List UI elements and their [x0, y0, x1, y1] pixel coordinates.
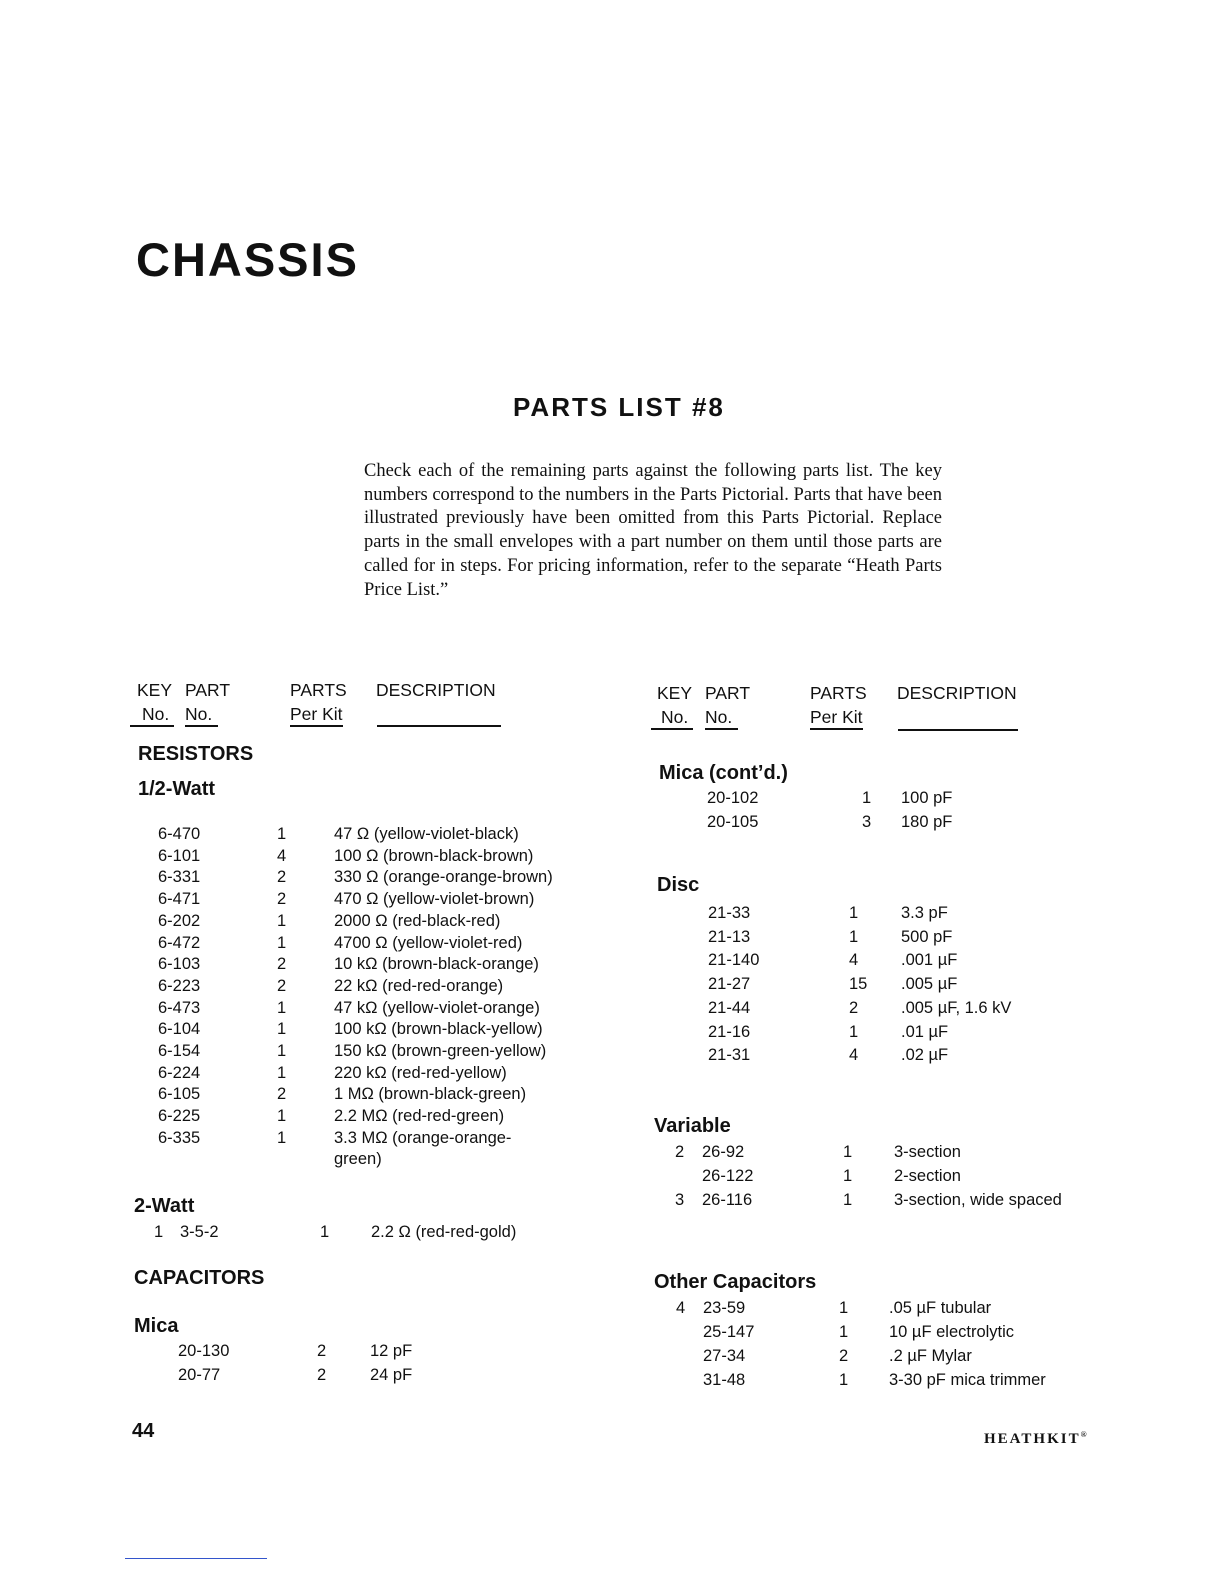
section-half-watt: 1/2-Watt: [138, 778, 216, 800]
part-description: 470 Ω (yellow-violet-brown): [334, 890, 535, 909]
part-description: 12 pF: [370, 1342, 413, 1360]
page-number: 44: [132, 1420, 155, 1442]
parts-per-kit: 1: [849, 904, 859, 922]
header-part: PART: [185, 680, 231, 700]
parts-per-kit: 2: [277, 890, 287, 909]
part-number: 21-33: [708, 904, 751, 922]
part-number: 6-103: [158, 955, 201, 974]
footnote-line: [125, 1558, 267, 1559]
parts-per-kit: 1: [843, 1167, 853, 1185]
header-part-no: No.: [705, 707, 738, 730]
part-number: 6-202: [158, 911, 201, 930]
brand-logo: [984, 1430, 1089, 1448]
parts-per-kit: 1: [839, 1371, 849, 1389]
part-number: 6-470: [158, 825, 201, 843]
parts-per-kit: 2: [317, 1366, 327, 1384]
part-description: 220 kΩ (red-red-yellow): [334, 1063, 507, 1082]
part-number: 27-34: [703, 1347, 746, 1365]
parts-per-kit: 3: [862, 813, 872, 831]
part-description: 100 Ω (brown-black-brown): [334, 846, 534, 865]
part-number: 31-48: [703, 1371, 746, 1389]
section-other-capacitors: Other Capacitors: [654, 1271, 817, 1293]
part-number: 6-154: [158, 1042, 201, 1060]
parts-per-kit: 1: [843, 1143, 853, 1161]
part-description: .05 µF tubular: [889, 1299, 992, 1317]
parts-per-kit: 2: [317, 1342, 327, 1360]
part-description: 10 kΩ (brown-black-orange): [334, 955, 539, 974]
part-number: 6-335: [158, 1128, 201, 1147]
part-number: 21-27: [708, 975, 751, 994]
part-number: 23-59: [703, 1299, 746, 1317]
parts-per-kit: 1: [320, 1223, 330, 1241]
part-description: 2.2 Ω (red-red-gold): [371, 1223, 517, 1241]
part-description: 1 MΩ (brown-black-green): [334, 1085, 527, 1104]
part-description: 22 kΩ (red-red-orange): [334, 976, 504, 995]
part-number: 25-147: [703, 1323, 755, 1341]
key-number: 4: [676, 1299, 686, 1317]
part-number: 21-31: [708, 1046, 751, 1065]
header-part: PART: [705, 683, 751, 703]
parts-per-kit: 1: [277, 1020, 287, 1039]
parts-per-kit: 1: [843, 1191, 853, 1209]
part-description: .01 µF: [901, 1022, 949, 1041]
part-number: 6-473: [158, 998, 201, 1017]
parts-per-kit: 1: [277, 998, 287, 1017]
part-number: 6-224: [158, 1063, 201, 1082]
parts-per-kit: 1: [277, 1063, 287, 1082]
registered-mark: ®: [1080, 1430, 1089, 1439]
part-number: 6-225: [158, 1107, 201, 1126]
parts-per-kit: 1: [849, 927, 859, 946]
section-mica: Mica: [134, 1315, 179, 1337]
part-description: 24 pF: [370, 1366, 413, 1384]
header-parts: PARTS: [290, 680, 347, 700]
part-description: 150 kΩ (brown-green-yellow): [334, 1042, 547, 1060]
section-mica-contd: Mica (cont’d.): [659, 762, 788, 784]
part-number: 21-140: [708, 951, 760, 970]
part-description: 330 Ω (orange-orange-brown): [334, 868, 553, 887]
part-number: 6-105: [158, 1085, 201, 1104]
section-capacitors: CAPACITORS: [134, 1267, 265, 1289]
key-number: 2: [675, 1143, 685, 1161]
parts-per-kit: 2: [277, 1085, 287, 1104]
part-description: 100 kΩ (brown-black-yellow): [334, 1020, 543, 1039]
part-number: 21-13: [708, 927, 751, 946]
parts-per-kit: 1: [277, 1042, 287, 1060]
parts-per-kit: 1: [849, 1022, 859, 1041]
section-two-watt: 2-Watt: [134, 1195, 195, 1217]
parts-per-kit: 1: [277, 1107, 287, 1126]
part-description-continued: green): [334, 1150, 382, 1169]
part-description: 3-30 pF mica trimmer: [889, 1371, 1046, 1389]
parts-per-kit: 15: [849, 975, 868, 994]
part-description: .005 µF: [901, 975, 958, 994]
part-number: 20-105: [707, 813, 759, 831]
parts-per-kit: 2: [839, 1347, 849, 1365]
parts-per-kit: 2: [277, 976, 287, 995]
part-description: 2000 Ω (red-black-red): [334, 911, 501, 930]
parts-per-kit: 2: [277, 955, 287, 974]
header-parts: PARTS: [810, 683, 867, 703]
part-description: 3-section, wide spaced: [894, 1191, 1062, 1209]
part-description: 47 kΩ (yellow-violet-orange): [334, 998, 540, 1017]
header-per-kit: Per Kit: [290, 704, 343, 727]
part-number: 26-122: [702, 1167, 754, 1185]
part-description: .2 µF Mylar: [889, 1347, 972, 1365]
part-number: 6-472: [158, 933, 201, 952]
part-number: 6-223: [158, 976, 201, 995]
part-description: 4700 Ω (yellow-violet-red): [334, 933, 523, 952]
parts-per-kit: 2: [849, 998, 859, 1017]
page-title: CHASSIS: [136, 233, 359, 286]
parts-per-kit: 1: [277, 911, 287, 930]
part-description: 180 pF: [901, 813, 953, 831]
parts-per-kit: 4: [849, 1046, 859, 1065]
part-description: 10 µF electrolytic: [889, 1323, 1015, 1341]
part-description: 3.3 MΩ (orange-orange-: [334, 1128, 512, 1147]
parts-per-kit: 2: [277, 868, 287, 887]
parts-per-kit: 1: [277, 1128, 287, 1147]
header-key: KEY: [657, 683, 693, 703]
part-number: 3-5-2: [180, 1223, 219, 1241]
part-description: 2-section: [894, 1167, 961, 1185]
parts-per-kit: 1: [839, 1323, 849, 1341]
key-number: 1: [154, 1223, 164, 1241]
part-description: .02 µF: [901, 1046, 949, 1065]
parts-per-kit: 1: [839, 1299, 849, 1317]
part-number: 21-44: [708, 998, 751, 1017]
section-resistors: RESISTORS: [138, 743, 254, 765]
part-number: 21-16: [708, 1022, 751, 1041]
brand-name: HEATHKIT: [984, 1431, 1081, 1447]
header-description: DESCRIPTION: [897, 683, 1017, 703]
section-disc: Disc: [657, 874, 700, 896]
part-number: 26-92: [702, 1143, 745, 1161]
part-description: .001 µF: [901, 951, 958, 970]
part-description: 500 pF: [901, 927, 953, 946]
part-number: 26-116: [702, 1191, 753, 1209]
header-part-no: No.: [185, 704, 218, 727]
part-number: 6-101: [158, 846, 201, 865]
part-number: 20-77: [178, 1366, 221, 1384]
part-description: 47 Ω (yellow-violet-black): [334, 825, 519, 843]
key-number: 3: [675, 1191, 685, 1209]
part-description: 2.2 MΩ (red-red-green): [334, 1107, 505, 1126]
part-description: 3-section: [894, 1143, 961, 1161]
header-description: DESCRIPTION: [376, 680, 496, 700]
header-per-kit: Per Kit: [810, 707, 863, 730]
header-key: KEY: [137, 680, 173, 700]
part-number: 6-104: [158, 1020, 201, 1039]
parts-per-kit: 4: [277, 846, 287, 865]
intro-paragraph: Check each of the remaining parts against the following parts list. The key numbers correspond to the numbers in the Parts Pictorial. Parts that have been illustrated previously have been omitted from this Parts Pictorial. Replace parts in the small envelopes with a part number on them until those parts are called for in steps. For pricing information, refer to the separate “Heath Parts Price List.”: [364, 461, 942, 600]
header-key-no: No.: [651, 707, 693, 730]
part-number: 20-130: [178, 1342, 230, 1360]
part-number: 20-102: [707, 789, 759, 807]
header-description-rule: [377, 725, 501, 727]
parts-list-title: PARTS LIST #8: [513, 392, 725, 422]
part-number: 6-471: [158, 890, 201, 909]
part-description: .005 µF, 1.6 kV: [901, 998, 1012, 1017]
parts-per-kit: 4: [849, 951, 859, 970]
part-number: 6-331: [158, 868, 201, 887]
part-description: 100 pF: [901, 789, 953, 807]
header-description-rule: [898, 729, 1018, 731]
section-variable: Variable: [654, 1115, 731, 1137]
parts-per-kit: 1: [277, 825, 287, 843]
parts-per-kit: 1: [862, 789, 872, 807]
parts-per-kit: 1: [277, 933, 287, 952]
part-description: 3.3 pF: [901, 904, 948, 922]
header-key-no: No.: [130, 704, 174, 727]
